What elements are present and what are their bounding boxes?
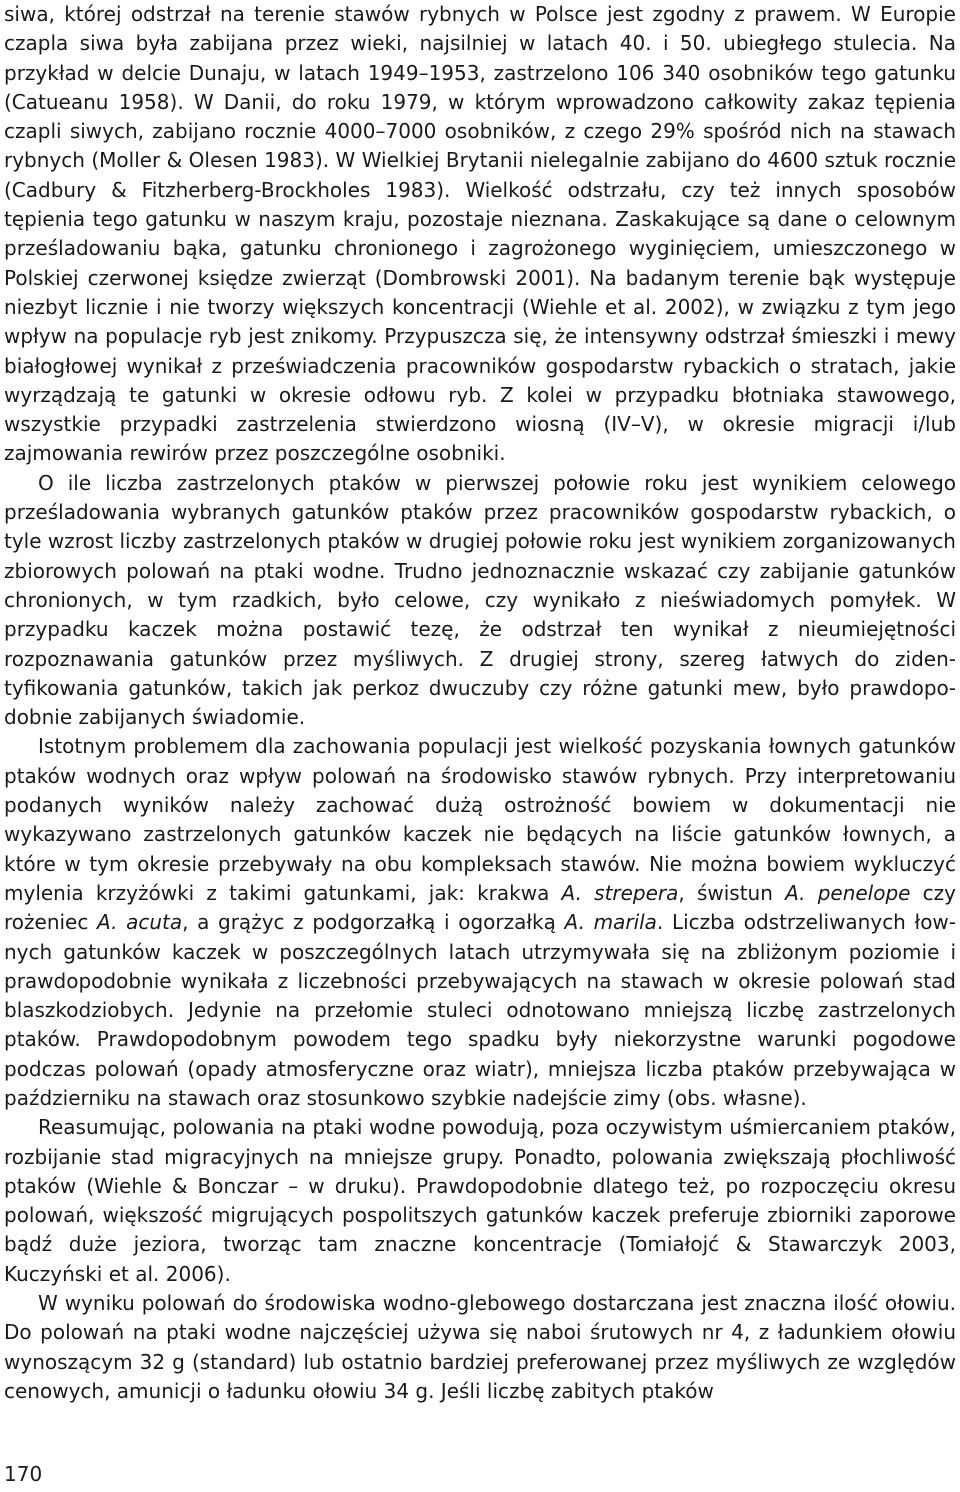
- species-name: A. strepera: [561, 880, 679, 905]
- text-run: W wyniku polowań do środowiska wodno-glebowego dostarczana jest znaczna ilość ołowiu. Do polowań na ptaki wodne najczęściej używa się naboi śrutowych nr 4, z ładunkiem ołowiu wynoszącym 32 g (standard) lub ostatnio bardziej preferowanej przez myśliwych ze względów cenowych, amunicji o ładunku ołowiu 34 g. Jeśli liczbę zabitych ptaków: [4, 1291, 956, 1403]
- paragraph: [4, 0, 956, 469]
- document-page: [4, 0, 956, 1406]
- text-run: siwa, której odstrzał na terenie stawów rybnych w Polsce jest zgodny z prawem. W Europie czapla siwa była zabijana przez wieki, najsilniej w latach 40. i 50. ubiegłego stulecia. Na przykład w delcie Dunaju, w latach 1949–1953, zastrzelono 106 340 osobników tego gatunku (Catueanu 1958). W Danii, do roku 1979, w którym wprowadzono całkowity zakaz tępienia czapli siwych, zabijano rocznie 4000–7000 osobników, z czego 29% spośród nich na stawach rybnych (Moller & Olesen 1983). W Wielkiej Brytanii nielegalnie zabijano do 4600 sztuk rocznie (Cadbury & Fitzherberg-Brockholes 1983). Wielkość odstrzału, czy też innych sposobów tępienia tego gatunku w naszym kraju, pozostaje nieznana. Zaskakujące są dane o celownym prześladowaniu bąka, gatunku chronionego i zagrożonego wyginięciem, umieszczonego w Polskiej czerwonej księdze zwierząt (Dombrowski 2001). Na badanym terenie bąk występuje niezbyt licznie i nie tworzy większych koncentracji (Wiehle et al. 2002), w związku z tym jego wpływ na populacje ryb jest znikomy. Przypuszcza się, że intensywny odstrzał śmieszki i mewy białogłowej wynikał z przeświadczenia pracowników gospodarstw rybackich o stratach, jakie wyrządzają te gatunki w okresie odłowu ryb. Z kolei w przypadku błotniaka stawowego, wszystkie przypadki zastrzelenia stwierdzono wiosną (IV–V), w okresie migracji i/lub zajmowania rewirów przez poszczególne osobniki.: [4, 2, 956, 466]
- species-name: A. acuta: [97, 910, 183, 935]
- species-name: A. marila: [564, 910, 657, 935]
- text-run: . Liczba odstrzeliwanych łownych gatunków kaczek w poszczególnych latach utrzymywała się na zbliżonym poziomie i prawdopodobnie wynikała z liczebności przebywających na stawach w okresie polowań stad blaszkodziobych. Jedynie na przełomie stuleci odnotowano mniejszą liczbę zastrzelonych ptaków. Prawdopodobnym powodem tego spadku były niekorzystne warunki pogodowe podczas polowań (opady atmosferyczne oraz wiatr), mniejsza liczba ptaków przebywająca w październiku na stawach oraz stosunkowo szybkie nadejście zimy (obs. własne).: [4, 910, 957, 1110]
- text-run: , świstun: [678, 880, 786, 905]
- paragraph: [4, 1289, 956, 1406]
- paragraph: [4, 732, 956, 1113]
- page-number: 170: [4, 1462, 43, 1486]
- text-run: czy rożeniec: [4, 880, 957, 935]
- paragraph: [4, 1113, 956, 1289]
- text-run: Istotnym problemem dla zachowania populacji jest wielkość pozyskania łownych gatunków ptaków wodnych oraz wpływ polowań na środowisko stawów rybnych. Przy interpretowaniu podanych wyników należy zachować dużą ostrożność bowiem w dokumentacji nie wykazywano zastrzelonych gatunków kaczek nie będących na liście gatunków łownych, a które w tym okresie przebywały na obu kompleksach stawów. Nie można bowiem wykluczyć mylenia krzyżówki z takimi gatunkami, jak: krakwa: [4, 734, 956, 905]
- species-name: A. penelope: [785, 880, 911, 905]
- body-text: [4, 0, 956, 1406]
- text-run: O ile liczba zastrzelonych ptaków w pierwszej połowie roku jest wynikiem celowego prześladowania wybranych gatunków ptaków przez pracowników gospodarstw rybackich, o tyle wzrost liczby zastrzelonych ptaków w drugiej połowie roku jest wynikiem zorganizowanych zbiorowych polowań na ptaki wodne. Trudno jednoznacznie wskazać czy zabijanie gatunków chronionych, w tym rzadkich, było celowe, czy wynikało z nieświadomych pomyłek. W przypadku kaczek można postawić tezę, że odstrzał ten wynikał z nieumiejętności rozpoznawania gatunków przez myśliwych. Z drugiej strony, szereg łatwych do zidentyfikowania gatunków, takich jak perkoz dwuczuby czy różne gatunki mew, było prawdopodobnie zabijanych świadomie.: [4, 470, 956, 730]
- paragraph: [4, 469, 956, 733]
- text-run: , a grążyc z podgorzałką i ogorzałką: [182, 910, 565, 935]
- text-run: Reasumując, polowania na ptaki wodne powodują, poza oczywistym uśmiercaniem ptaków, rozbijanie stad migracyjnych na mniejsze grupy. Ponadto, polowania zwiększają płochliwość ptaków (Wiehle & Bonczar – w druku). Prawdopodobnie dlatego też, po rozpoczęciu okresu polowań, większość migrujących pospolitszych gatunków kaczek preferuje zbiorniki zaporowe bądź duże jeziora, tworząc tam znaczne koncentracje (Tomiałojć & Stawarczyk 2003, Kuczyński et al. 2006).: [4, 1115, 956, 1286]
